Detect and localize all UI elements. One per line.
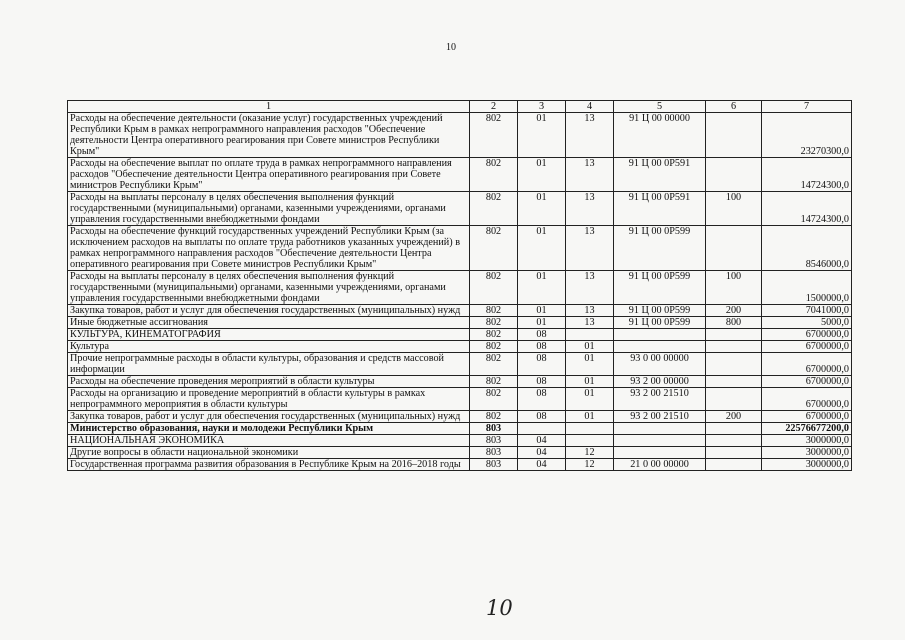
row-name: Расходы на обеспечение функций государственных учреждений Республики Крым (за исключением расходов на выплаты по оплате труда работников указанных учреждений) в рамках непрограммного направления расходов "Обеспечение деятельности Центра оперативного реагирования при Совете министров Республики Крым": [68, 226, 470, 271]
row-code: 93 2 00 00000: [614, 376, 706, 388]
row-code: 91 Ц 00 0Р599: [614, 317, 706, 329]
table-row: [68, 376, 852, 388]
page-number: 10: [446, 42, 456, 53]
row-name: Прочие непрограммные расходы в области культуры, образования и средств массовой информации: [68, 353, 470, 376]
row-code: [706, 226, 762, 271]
row-code: 08: [518, 329, 566, 341]
row-name: Расходы на обеспечение проведения мероприятий в области культуры: [68, 376, 470, 388]
row-code: 802: [470, 376, 518, 388]
row-code: 01: [518, 113, 566, 158]
row-code: 01: [566, 376, 614, 388]
row-code: 802: [470, 341, 518, 353]
row-code: [614, 329, 706, 341]
row-name: Расходы на обеспечение выплат по оплате труда в рамках непрограммного направления расходов "Обеспечение деятельности Центра оперативного реагирования при Совете министров Республики Крым": [68, 158, 470, 192]
row-code: [518, 423, 566, 435]
row-amount: 22576677200,0: [762, 423, 852, 435]
row-code: 802: [470, 113, 518, 158]
row-amount: 8546000,0: [762, 226, 852, 271]
row-code: 93 0 00 00000: [614, 353, 706, 376]
row-code: [566, 423, 614, 435]
row-code: 91 Ц 00 0Р591: [614, 158, 706, 192]
row-code: 08: [518, 353, 566, 376]
row-code: 802: [470, 305, 518, 317]
row-name: КУЛЬТУРА, КИНЕМАТОГРАФИЯ: [68, 329, 470, 341]
row-amount: 3000000,0: [762, 447, 852, 459]
row-code: 91 Ц 00 0Р599: [614, 271, 706, 305]
row-amount: 14724300,0: [762, 158, 852, 192]
row-code: 13: [566, 226, 614, 271]
table-row: [68, 435, 852, 447]
row-code: [706, 158, 762, 192]
row-code: 803: [470, 423, 518, 435]
row-code: 01: [566, 341, 614, 353]
row-code: [706, 113, 762, 158]
row-code: 01: [566, 353, 614, 376]
row-amount: 6700000,0: [762, 341, 852, 353]
row-code: [706, 329, 762, 341]
row-code: 803: [470, 447, 518, 459]
row-code: 200: [706, 411, 762, 423]
row-code: [706, 353, 762, 376]
row-amount: 6700000,0: [762, 329, 852, 341]
row-code: 04: [518, 435, 566, 447]
row-amount: 3000000,0: [762, 459, 852, 471]
table-row: [68, 271, 852, 305]
row-code: 13: [566, 271, 614, 305]
row-code: 01: [518, 271, 566, 305]
row-code: 803: [470, 435, 518, 447]
row-code: 21 0 00 00000: [614, 459, 706, 471]
row-code: 01: [518, 192, 566, 226]
row-code: [706, 459, 762, 471]
column-header: 7: [762, 101, 852, 113]
row-code: 200: [706, 305, 762, 317]
row-code: 93 2 00 21510: [614, 411, 706, 423]
row-code: 01: [518, 158, 566, 192]
table-row: [68, 388, 852, 411]
row-code: [706, 376, 762, 388]
row-code: [614, 447, 706, 459]
row-code: 802: [470, 271, 518, 305]
row-code: 802: [470, 158, 518, 192]
row-code: 802: [470, 329, 518, 341]
row-name: Иные бюджетные ассигнования: [68, 317, 470, 329]
row-code: [566, 435, 614, 447]
table-row: [68, 158, 852, 192]
row-name: НАЦИОНАЛЬНАЯ ЭКОНОМИКА: [68, 435, 470, 447]
row-code: 802: [470, 317, 518, 329]
row-code: 12: [566, 459, 614, 471]
row-code: 800: [706, 317, 762, 329]
row-code: 13: [566, 158, 614, 192]
row-code: 08: [518, 376, 566, 388]
row-code: [614, 341, 706, 353]
row-amount: 5000,0: [762, 317, 852, 329]
row-code: [706, 447, 762, 459]
handwritten-page-number: 10: [486, 596, 513, 620]
row-code: 802: [470, 388, 518, 411]
table-row: [68, 305, 852, 317]
row-code: 01: [566, 411, 614, 423]
row-name: Культура: [68, 341, 470, 353]
row-name: Другие вопросы в области национальной экономики: [68, 447, 470, 459]
row-code: 100: [706, 271, 762, 305]
table-row: [68, 341, 852, 353]
row-amount: 6700000,0: [762, 353, 852, 376]
row-code: 01: [518, 305, 566, 317]
table-row: [68, 353, 852, 376]
row-amount: 6700000,0: [762, 388, 852, 411]
row-code: 13: [566, 305, 614, 317]
column-header: 6: [706, 101, 762, 113]
row-code: [566, 329, 614, 341]
row-code: 91 Ц 00 0Р599: [614, 226, 706, 271]
column-header: 4: [566, 101, 614, 113]
row-code: 12: [566, 447, 614, 459]
row-code: [706, 341, 762, 353]
row-code: 91 Ц 00 0Р591: [614, 192, 706, 226]
row-code: [614, 423, 706, 435]
column-header: 2: [470, 101, 518, 113]
row-code: [614, 435, 706, 447]
table-row: [68, 329, 852, 341]
row-code: 100: [706, 192, 762, 226]
row-code: 08: [518, 388, 566, 411]
row-code: 93 2 00 21510: [614, 388, 706, 411]
row-code: 01: [518, 317, 566, 329]
row-code: 91 Ц 00 0Р599: [614, 305, 706, 317]
row-code: 01: [518, 226, 566, 271]
row-code: 91 Ц 00 00000: [614, 113, 706, 158]
table-row: [68, 317, 852, 329]
row-name: Расходы на обеспечение деятельности (оказание услуг) государственных учреждений Республики Крым в рамках непрограммного направления расходов "Обеспечение деятельности Центра оперативного реагирования при Совете министров Республики Крым": [68, 113, 470, 158]
row-code: 802: [470, 192, 518, 226]
row-code: 13: [566, 192, 614, 226]
row-name: Государственная программа развития образования в Республике Крым на 2016–2018 годы: [68, 459, 470, 471]
row-amount: 1500000,0: [762, 271, 852, 305]
table-row: [68, 423, 852, 435]
row-amount: 14724300,0: [762, 192, 852, 226]
row-name: Министерство образования, науки и молодежи Республики Крым: [68, 423, 470, 435]
row-code: 08: [518, 411, 566, 423]
row-name: Расходы на выплаты персоналу в целях обеспечения выполнения функций государственными (муниципальными) органами, казенными учреждениями, органами управления государственными внебюджетными фондами: [68, 192, 470, 226]
column-header: 1: [68, 101, 470, 113]
row-code: 802: [470, 411, 518, 423]
row-code: 802: [470, 226, 518, 271]
table-row: [68, 459, 852, 471]
table-row: [68, 113, 852, 158]
row-code: 04: [518, 459, 566, 471]
row-amount: 6700000,0: [762, 411, 852, 423]
table-row: [68, 192, 852, 226]
table-row: [68, 226, 852, 271]
header-row: [68, 101, 852, 113]
row-code: [706, 388, 762, 411]
row-code: 04: [518, 447, 566, 459]
row-code: 08: [518, 341, 566, 353]
table-row: [68, 411, 852, 423]
row-code: 01: [566, 388, 614, 411]
row-name: Закупка товаров, работ и услуг для обеспечения государственных (муниципальных) нужд: [68, 305, 470, 317]
column-header: 3: [518, 101, 566, 113]
row-amount: 6700000,0: [762, 376, 852, 388]
table-row: [68, 447, 852, 459]
column-header: 5: [614, 101, 706, 113]
row-code: 13: [566, 113, 614, 158]
row-name: Закупка товаров, работ и услуг для обеспечения государственных (муниципальных) нужд: [68, 411, 470, 423]
row-code: 803: [470, 459, 518, 471]
row-code: 13: [566, 317, 614, 329]
row-name: Расходы на организацию и проведение мероприятий в области культуры в рамках непрограммного мероприятия в области культуры: [68, 388, 470, 411]
row-code: [706, 435, 762, 447]
row-code: 802: [470, 353, 518, 376]
row-amount: 3000000,0: [762, 435, 852, 447]
row-amount: 23270300,0: [762, 113, 852, 158]
row-name: Расходы на выплаты персоналу в целях обеспечения выполнения функций государственными (муниципальными) органами, казенными учреждениями, органами управления государственными внебюджетными фондами: [68, 271, 470, 305]
budget-table: [67, 100, 852, 471]
row-amount: 7041000,0: [762, 305, 852, 317]
row-code: [706, 423, 762, 435]
